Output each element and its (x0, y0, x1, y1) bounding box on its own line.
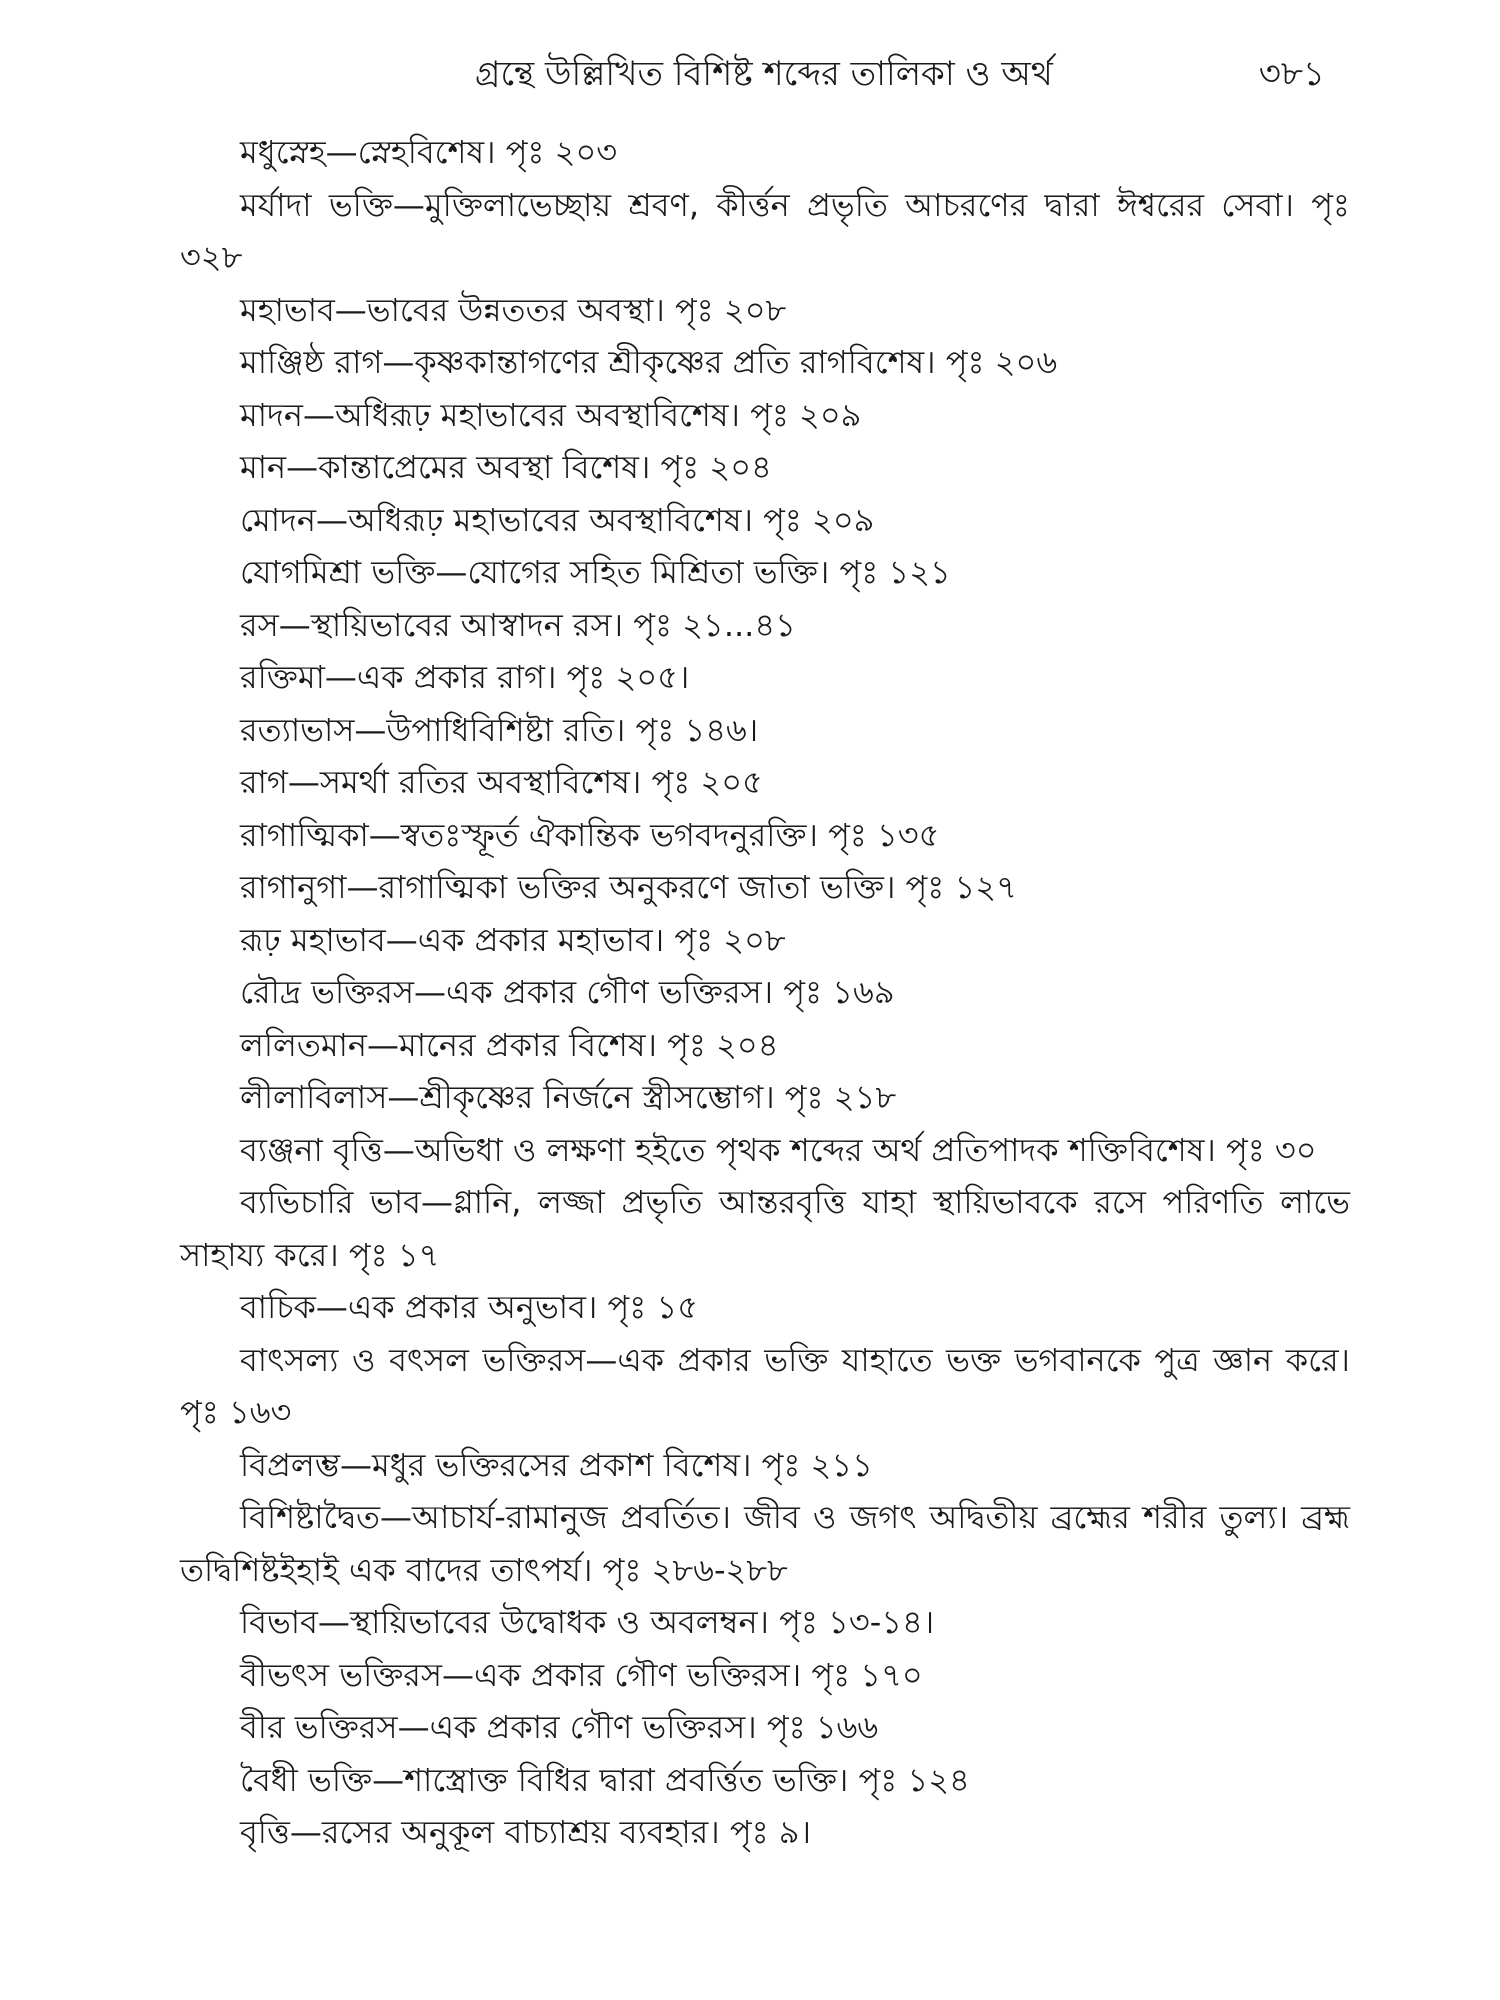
glossary-entry: রাগ—সমর্থা রতির অবস্থাবিশেষ। পৃঃ ২০৫ (240, 763, 763, 801)
glossary-entry: রূঢ় মহাভাব—এক প্রকার মহাভাব। পৃঃ ২০৮ (240, 920, 786, 959)
glossary-entry: রস—স্থায়িভাবের আস্বাদন রস। পৃঃ ২১...৪১ (240, 605, 796, 644)
glossary-entry: বাচিক—এক প্রকার অনুভাব। পৃঃ ১৫ (240, 1288, 698, 1326)
glossary-entry: বাৎসল্য ও বৎসল ভক্তিরস—এক প্রকার ভক্তি যাহাতে ভক্ত ভগবানকে পুত্র জ্ঞান করে। পৃঃ ১৬৩ (180, 1340, 1350, 1431)
glossary-entry: যোগমিশ্রা ভক্তি—যোগের সহিত মিশ্রিতা ভক্তি। পৃঃ ১২১ (240, 553, 951, 591)
glossary-entry: ললিতমান—মানের প্রকার বিশেষ। পৃঃ ২০৪ (240, 1025, 779, 1064)
glossary-entry: বৈধী ভক্তি—শাস্ত্রোক্ত বিধির দ্বারা প্রবর্ত্তিত ভক্তি। পৃঃ ১২৪ (240, 1760, 970, 1799)
page-title: গ্রন্থে উল্লিখিত বিশিষ্ট শব্দের তালিকা ও অর্থ (475, 54, 1053, 94)
glossary-entry: রাগানুগা—রাগাত্মিকা ভক্তির অনুকরণে জাতা ভক্তি। পৃঃ ১২৭ (240, 868, 1017, 906)
glossary-entry: বিপ্রলম্ভ—মধুর ভক্তিরসের প্রকাশ বিশেষ। পৃঃ ২১১ (240, 1445, 873, 1484)
glossary-entry: মাদন—অধিরূঢ় মহাভাবের অবস্থাবিশেষ। পৃঃ ২০৯ (240, 395, 862, 434)
glossary-entry: মান—কান্তাপ্রেমের অবস্থা বিশেষ। পৃঃ ২০৪ (240, 448, 772, 486)
glossary-entry: বৃত্তি—রসের অনুকূল বাচ্যাশ্রয় ব্যবহার। পৃঃ ৯। (240, 1813, 812, 1851)
glossary-entry: রক্তিমা—এক প্রকার রাগ। পৃঃ ২০৫। (240, 658, 690, 696)
glossary-entry: ব্যভিচারি ভাব—গ্লানি, লজ্জা প্রভৃতি আন্তরবৃত্তি যাহা স্থায়িভাবকে রসে পরিণতি লাভে সাহায্য করে। পৃঃ ১৭ (180, 1183, 1350, 1274)
glossary-entry: ব্যঞ্জনা বৃত্তি—অভিধা ও লক্ষণা হইতে পৃথক শব্দের অর্থ প্রতিপাদক শক্তিবিশেষ। পৃঃ ৩০ (240, 1130, 1317, 1169)
glossary-entry: মধুস্নেহ—স্নেহবিশেষ। পৃঃ ২০৩ (240, 133, 618, 171)
glossary-entry: বীর ভক্তিরস—এক প্রকার গৌণ ভক্তিরস। পৃঃ ১৬৬ (240, 1708, 879, 1746)
glossary-entry: রৌদ্র ভক্তিরস—এক প্রকার গৌণ ভক্তিরস। পৃঃ ১৬৯ (240, 973, 895, 1011)
glossary-entry: রত্যাভাস—উপাধিবিশিষ্টা রতি। পৃঃ ১৪৬। (240, 710, 759, 749)
running-head (175, 44, 1325, 104)
page-number: ৩৮১ (1258, 54, 1325, 94)
glossary-entry: মর্যাদা ভক্তি—মুক্তিলাভেচ্ছায় শ্রবণ, কীর্ত্তন প্রভৃতি আচরণের দ্বারা ঈশ্বরের সেবা। পৃঃ ৩২৮ (180, 185, 1350, 276)
glossary-entry: বীভৎস ভক্তিরস—এক প্রকার গৌণ ভক্তিরস। পৃঃ ১৭০ (240, 1655, 923, 1694)
glossary-entry: মোদন—অধিরূঢ় মহাভাবের অবস্থাবিশেষ। পৃঃ ২০৯ (240, 500, 875, 539)
glossary-entry: লীলাবিলাস—শ্রীকৃষ্ণের নির্জনে স্ত্রীসম্ভোগ। পৃঃ ২১৮ (240, 1078, 897, 1116)
glossary-entry: মহাভাব—ভাবের উন্নততর অবস্থা। পৃঃ ২০৮ (240, 290, 787, 329)
glossary-entry: বিশিষ্টাদ্বৈত—আচার্য-রামানুজ প্রবর্তিত। জীব ও জগৎ অদ্বিতীয় ব্রহ্মের শরীর তুল্য। ব্রহ্ম তদ্বিশিষ্টইহাই এক বাদের তাৎপর্য। পৃঃ ২৮৬-২৮৮ (180, 1498, 1350, 1589)
glossary-entry: মাঞ্জিষ্ঠ রাগ—কৃষ্ণকান্তাগণের শ্রীকৃষ্ণের প্রতি রাগবিশেষ। পৃঃ ২০৬ (240, 343, 1058, 381)
glossary-entry: বিভাব—স্থায়িভাবের উদ্বোধক ও অবলম্বন। পৃঃ ১৩-১৪। (240, 1603, 935, 1641)
glossary-list (180, 126, 1350, 1859)
glossary-entry: রাগাত্মিকা—স্বতঃস্ফূর্ত ঐকান্তিক ভগবদনুরক্তি। পৃঃ ১৩৫ (240, 815, 940, 854)
